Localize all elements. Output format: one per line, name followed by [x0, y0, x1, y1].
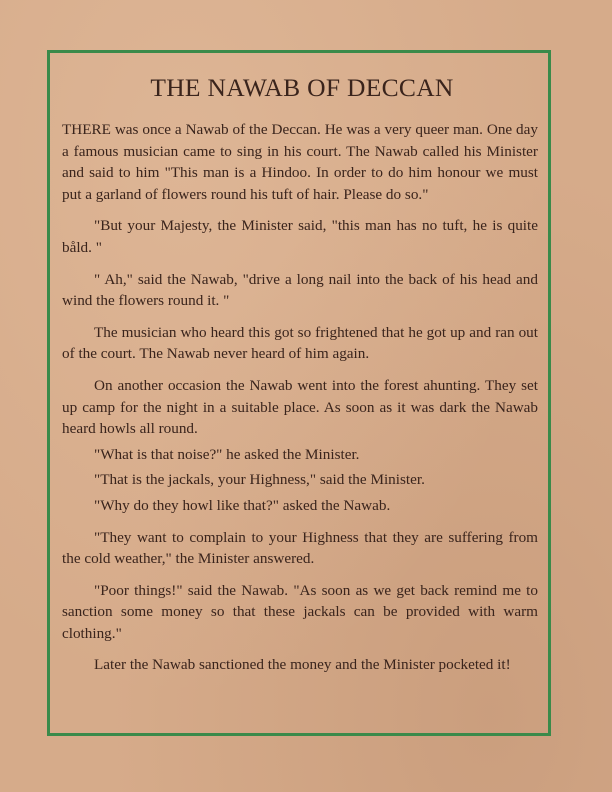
story-paragraph: "They want to complain to your Highness that they are suffering from the cold weather," the Minister answered.	[62, 528, 538, 568]
story-paragraph: " Ah," said the Nawab, "drive a long nail into the back of his head and wind the flowers round it. "	[62, 270, 538, 310]
story-body	[62, 119, 538, 686]
story-paragraph: "But your Majesty, the Minister said, "this man has no tuft, he is quite båld. "	[62, 217, 538, 256]
story-paragraph: "Why do they howl like that?" asked the Nawab.	[94, 496, 391, 514]
story-paragraph: "That is the jackals, your Highness," said the Minister.	[94, 471, 425, 489]
story-paragraph: THERE was once a Nawab of the Deccan. He was a very queer man. One day a famous musician came to sing in his court. The Nawab called his Minister and said to him "This man is a Hindoo. In order to do him honour we must put a garland of flowers round his tuft of hair. Please do so."	[62, 121, 538, 203]
green-border-frame	[47, 50, 551, 736]
story-paragraph: "What is that noise?" he asked the Minister.	[94, 445, 360, 463]
story-paragraph: Later the Nawab sanctioned the money and the Minister pocketed it!	[94, 656, 511, 674]
story-title: THE NAWAB OF DECCAN	[150, 73, 454, 102]
story-paragraph: The musician who heard this got so frightened that he got up and ran out of the court. The Nawab never heard of him again.	[62, 323, 538, 363]
story-paragraph: "Poor things!" said the Nawab. "As soon as we get back remind me to sanction some money so that these jackals can be provided with warm clothing."	[62, 581, 538, 642]
story-paragraph: On another occasion the Nawab went into the forest ahunting. They set up camp for the night in a suitable place. As soon as it was dark the Nawab heard howls all round.	[62, 376, 538, 438]
